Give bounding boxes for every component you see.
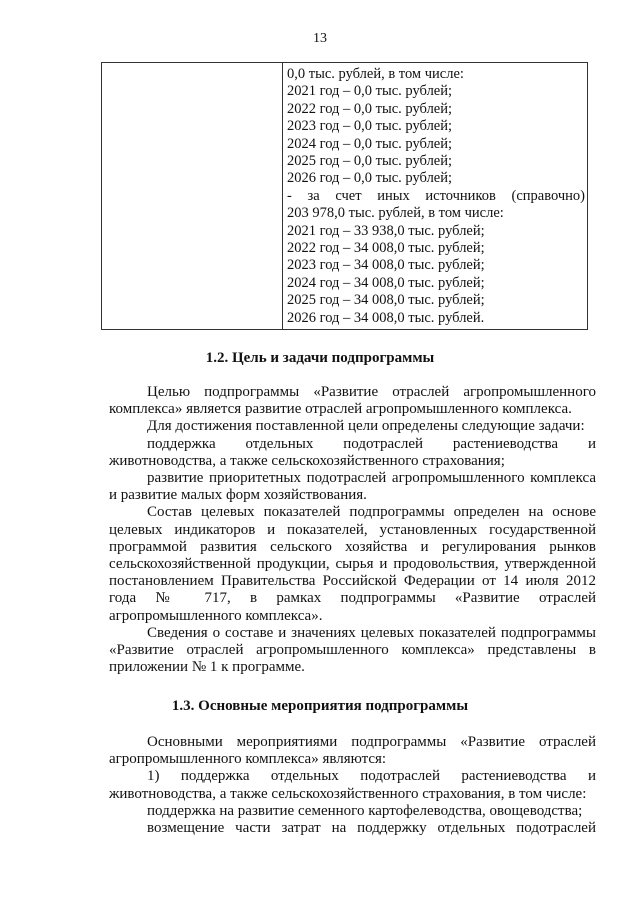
funding-line: 2022 год – 34 008,0 тыс. рублей;: [287, 240, 485, 257]
funding-line: 2023 год – 0,0 тыс. рублей;: [287, 118, 453, 135]
funding-line: 2024 год – 34 008,0 тыс. рублей;: [287, 274, 485, 291]
funding-table-label-cell: [102, 63, 283, 329]
funding-line: - за счет иных источников (справочно): [287, 187, 585, 204]
paragraph: Сведения о составе и значениях целевых показателей подпрограммы «Развитие отраслей агропромышленного комплекса» представлены в приложении № 1 к программе.: [109, 624, 596, 676]
paragraph: поддержка на развитие семенного картофелеводства, овощеводства;: [147, 802, 583, 819]
funding-line: 0,0 тыс. рублей, в том числе:: [287, 66, 464, 82]
section-heading-goals: 1.2. Цель и задачи подпрограммы: [205, 350, 435, 366]
funding-line: 2021 год – 0,0 тыс. рублей;: [287, 83, 453, 100]
funding-line: 2026 год – 0,0 тыс. рублей;: [287, 170, 453, 187]
funding-line: 203 978,0 тыс. рублей, в том числе:: [287, 205, 504, 222]
section-body-goals: [109, 384, 596, 676]
paragraph: Состав целевых показателей подпрограммы определен на основе целевых индикаторов и показателей, установленных государственной программой развития сельского хозяйства и регулирования рынков сельскохозяйственной продукции, сырья и продовольствия, утвержденной постановлением Правительства Российской Федерации от 14 июля 2012 года № 717, в рамках подпрограммы «Развитие отраслей агропромышленного комплекса».: [109, 504, 596, 624]
paragraph: возмещение части затрат на поддержку отдельных подотраслей: [147, 820, 596, 837]
funding-line: 2021 год – 33 938,0 тыс. рублей;: [287, 222, 485, 239]
funding-table: [101, 62, 588, 330]
paragraph: 1) поддержка отдельных подотраслей растениеводства и животноводства, а также сельскохозяйственного страхования, в том числе:: [109, 768, 596, 802]
funding-line: 2024 год – 0,0 тыс. рублей;: [287, 135, 453, 152]
funding-line: 2026 год – 34 008,0 тыс. рублей.: [287, 309, 485, 326]
paragraph: поддержка отдельных подотраслей растениеводства и животноводства, а также сельскохозяйственного страхования;: [109, 435, 596, 469]
funding-line: 2025 год – 0,0 тыс. рублей;: [287, 153, 453, 170]
funding-table-value-cell: [283, 63, 587, 329]
paragraph: Основными мероприятиями подпрограммы «Развитие отраслей агропромышленного комплекса» являются:: [109, 734, 596, 768]
paragraph: развитие приоритетных подотраслей агропромышленного комплекса и развитие малых форм хозяйствования.: [109, 470, 596, 504]
section-heading-activities: 1.3. Основные мероприятия подпрограммы: [171, 698, 469, 714]
funding-line: 2025 год – 34 008,0 тыс. рублей;: [287, 292, 485, 309]
paragraph: Целью подпрограммы «Развитие отраслей агропромышленного комплекса» является развитие отраслей агропромышленного комплекса.: [109, 384, 596, 418]
funding-line: 2023 год – 34 008,0 тыс. рублей;: [287, 257, 485, 274]
funding-line: 2022 год – 0,0 тыс. рублей;: [287, 100, 453, 117]
page-number: 13: [313, 31, 327, 46]
section-body-activities: [109, 734, 596, 837]
paragraph: Для достижения поставленной цели определены следующие задачи:: [147, 418, 585, 435]
